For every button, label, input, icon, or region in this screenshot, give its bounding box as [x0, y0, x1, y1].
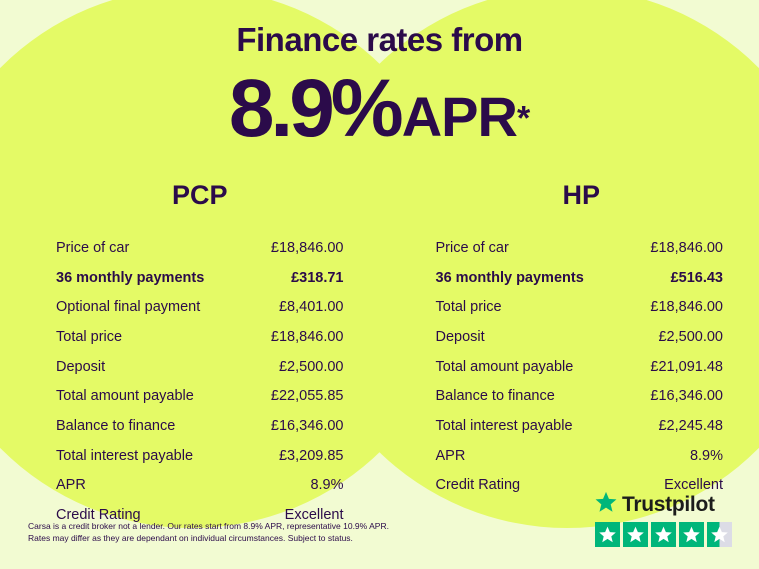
star-icon — [623, 522, 648, 547]
row-value: £2,500.00 — [658, 328, 723, 345]
row-label: Balance to finance — [56, 418, 176, 435]
row-value: £18,846.00 — [650, 239, 723, 256]
row-label: Price of car — [56, 239, 130, 256]
row-value: £318.71 — [291, 269, 344, 286]
table-row — [56, 382, 344, 412]
row-value: £18,846.00 — [270, 239, 344, 256]
row-label: Total interest payable — [56, 447, 194, 464]
trustpilot-logo — [595, 491, 735, 518]
row-value: 8.9% — [310, 477, 344, 494]
row-value: £3,209.85 — [278, 447, 344, 464]
table-row — [56, 263, 344, 293]
hp-column-title: HP — [562, 180, 600, 211]
row-value: Excellent — [664, 477, 723, 494]
table-row — [436, 293, 724, 323]
row-value: £16,346.00 — [650, 388, 723, 405]
finance-comparison-columns — [0, 180, 759, 530]
row-value: £2,245.48 — [658, 418, 723, 435]
row-value: £18,846.00 — [270, 328, 344, 345]
row-label: Total amount payable — [435, 358, 574, 375]
row-label: Total amount payable — [56, 388, 194, 405]
disclaimer-line-2: Rates may differ as they are dependant on individual circumstances. Subject to status. — [28, 533, 353, 544]
row-value: £18,846.00 — [650, 299, 723, 316]
row-label: Price of car — [435, 239, 509, 256]
row-value: Excellent — [284, 507, 344, 524]
row-label: APR — [56, 477, 86, 494]
table-row — [56, 441, 344, 471]
table-row — [436, 411, 724, 441]
row-label: APR — [435, 447, 466, 464]
row-value: £16,346.00 — [270, 418, 344, 435]
row-value: £8,401.00 — [278, 299, 344, 316]
table-row — [56, 293, 344, 323]
row-label: Deposit — [56, 358, 106, 375]
row-label: Optional final payment — [56, 299, 201, 316]
trustpilot-rating — [595, 491, 735, 547]
row-label: Total interest payable — [435, 418, 573, 435]
star-icon — [651, 522, 676, 547]
row-value: £22,055.85 — [270, 388, 344, 405]
table-row — [436, 233, 724, 263]
half-star-icon — [707, 522, 732, 547]
star-icon — [679, 522, 704, 547]
page-title: Finance rates from — [236, 21, 523, 58]
hp-column — [380, 180, 759, 530]
disclaimer-line-1: Carsa is a credit broker not a lender. Our rates start from 8.9% APR, representative 10.9% APR. — [28, 520, 389, 531]
row-value: £516.43 — [670, 269, 723, 286]
apr-headline — [0, 62, 759, 156]
disclaimer-text — [28, 520, 448, 546]
row-label: 36 monthly payments — [56, 269, 205, 286]
trustpilot-name: Trustpilot — [622, 492, 715, 516]
table-row — [56, 233, 344, 263]
asterisk-marker: * — [516, 99, 531, 138]
table-row — [56, 322, 344, 352]
footer — [0, 492, 759, 569]
row-label: 36 monthly payments — [435, 269, 584, 286]
table-row — [56, 352, 344, 382]
pcp-column-title: PCP — [171, 180, 228, 211]
row-label: Credit Rating — [435, 477, 521, 494]
table-row — [436, 263, 724, 293]
table-row — [436, 382, 724, 412]
row-label: Balance to finance — [435, 388, 555, 405]
table-row — [56, 411, 344, 441]
trustpilot-stars — [595, 522, 735, 547]
row-label: Total price — [56, 328, 123, 345]
row-value: £2,500.00 — [278, 358, 344, 375]
row-label: Total price — [435, 299, 502, 316]
row-value: 8.9% — [689, 447, 723, 464]
table-row — [436, 352, 724, 382]
apr-rate-value: 8.9% — [228, 63, 400, 155]
row-label: Deposit — [435, 328, 485, 345]
star-icon — [595, 522, 620, 547]
row-label: Credit Rating — [56, 507, 141, 524]
apr-label: APR — [401, 85, 517, 149]
row-value: £21,091.48 — [650, 358, 723, 375]
table-row — [436, 322, 724, 352]
pcp-column — [0, 180, 380, 530]
star-icon — [595, 491, 617, 518]
table-row — [436, 441, 724, 471]
